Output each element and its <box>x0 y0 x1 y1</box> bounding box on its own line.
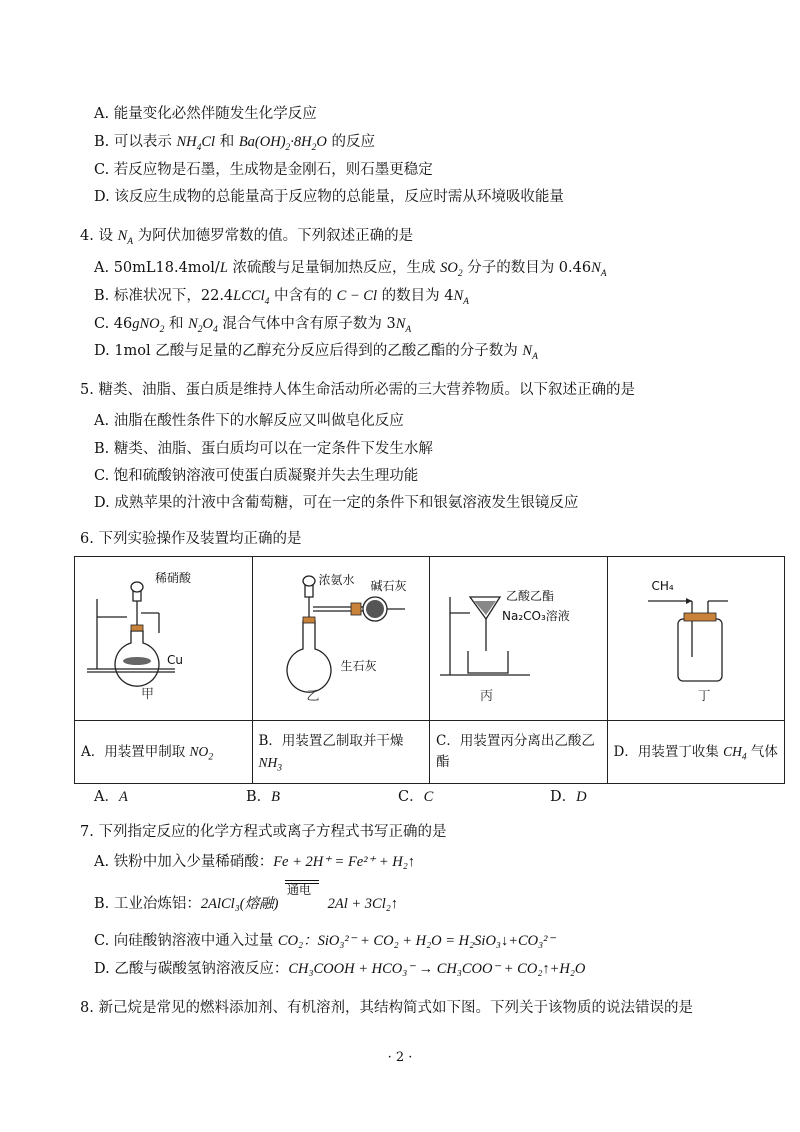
label-cu: Cu <box>167 653 183 667</box>
label-conc-ammonia: 浓氨水 <box>318 573 355 587</box>
q7-stem: 7. 下列指定反应的化学方程式或离子方程式书写正确的是 <box>80 824 447 840</box>
q7-option-b: B. 工业冶炼铝：2AlCl₃(熔融) 通电 2Al + 3Cl₂↑ <box>94 894 398 914</box>
page-number: · 2 · <box>387 1050 413 1065</box>
q6-answer-b: B．B <box>246 789 281 805</box>
q7-option-c: C. 向硅酸钠溶液中通入过量 CO₂：SiO₃²⁻ + CO₂ + H₂O = H₂SiO₃↓+CO₃²⁻ <box>94 933 556 949</box>
q6-apparatus-table <box>74 556 785 784</box>
q3-option-c: C. 若反应物是石墨，生成物是金刚石，则石墨更稳定 <box>94 162 433 178</box>
electrolysis-condition <box>283 883 323 914</box>
q6-stem: 6. 下列实验操作及装置均正确的是 <box>80 531 302 547</box>
condition-label: 通电 <box>287 883 312 897</box>
label-ethyl-acetate: 乙酸乙酯 <box>506 589 555 603</box>
fig-name-bing: 丙 <box>480 689 494 704</box>
q5-option-b: B. 糖类、油脂、蛋白质均可以在一定条件下发生水解 <box>94 441 433 457</box>
q5-stem: 5. 糖类、油脂、蛋白质是维持人体生命活动所必需的三大营养物质。以下叙述正确的是 <box>80 382 635 398</box>
label-quicklime: 生石灰 <box>340 659 377 673</box>
caption-d: D．用装置丁收集 $CH_4$ 气体 <box>607 721 785 784</box>
q4-option-c: C. 46gNO$_2$ 和 $N_2O_4$ 混合气体中含有原子数为 $3N_A$ <box>94 316 412 335</box>
apparatus-bing-figure <box>430 557 580 720</box>
q7-option-a: A. 铁粉中加入少量稀硝酸：Fe + 2H⁺ = Fe²⁺ + H₂↑ <box>94 854 416 870</box>
fig-name-yi: 乙 <box>306 689 320 704</box>
q6-answer-d: D．D <box>550 789 587 805</box>
q4-option-d: D. 1mol 乙酸与足量的乙醇充分反应后得到的乙酸乙酯的分子数为 $N_A$ <box>94 343 538 362</box>
q6-answer-a: A．A <box>94 789 128 805</box>
fig-name-ding: 丁 <box>697 689 711 704</box>
fig-cell-yi <box>252 557 430 721</box>
label-dilute-nitric-acid: 稀硝酸 <box>155 571 192 585</box>
fig-name-jia: 甲 <box>141 687 155 702</box>
label-soda-lime: 碱石灰 <box>370 579 407 593</box>
q6-answer-c: C．C <box>398 789 434 805</box>
caption-c: C．用装置丙分离出乙酸乙酯 <box>430 721 608 784</box>
q3-option-b: B. 可以表示 $NH_4Cl$ 和 $Ba(OH)_2\cdot 8H_2O$ 的反应 <box>94 134 375 153</box>
q3-option-d: D. 该反应生成物的总能量高于反应物的总能量，反应时需从环境吸收能量 <box>94 189 564 205</box>
q7-option-d: D. 乙酸与碳酸氢钠溶液反应：CH₃COOH + HCO₃⁻ → CH₃COO⁻ + CO₂↑+H₂O <box>94 961 586 977</box>
caption-a: A．用装置甲制取 $NO_2$ <box>75 721 253 784</box>
fig-cell-jia <box>75 557 253 721</box>
q3-option-a: A. 能量变化必然伴随发生化学反应 <box>94 106 317 122</box>
label-na2co3-solution: Na₂CO₃溶液 <box>502 609 570 623</box>
q8-stem: 8. 新己烷是常见的燃料添加剂、有机溶剂，其结构简式如下图。下列关于该物质的说法错误的是 <box>80 1000 693 1016</box>
q4-option-b: B. 标准状况下，22.4LCCl$_4$ 中含有的 C − Cl 的数目为 $4N_A$ <box>94 288 469 307</box>
q5-option-a: A. 油脂在酸性条件下的水解反应又叫做皂化反应 <box>94 413 404 429</box>
label-ch4: CH₄ <box>651 579 674 593</box>
q5-option-c: C. 饱和硫酸钠溶液可使蛋白质凝聚并失去生理功能 <box>94 468 419 484</box>
fig-cell-ding <box>607 557 785 721</box>
caption-b: B．用装置乙制取并干燥 $NH_3$ <box>252 721 430 784</box>
q5-option-d: D. 成熟苹果的汁液中含葡萄糖，可在一定的条件下和银氨溶液发生银镜反应 <box>94 495 579 511</box>
fig-cell-bing <box>430 557 608 721</box>
q4-option-a: A. 50mL18.4mol/L 浓硫酸与足量铜加热反应，生成 $SO_2$ 分子的数目为 $0.46N_A$ <box>94 260 607 279</box>
q4-stem: 4. 设 $N_A$ 为阿伏加德罗常数的值。下列叙述正确的是 <box>80 228 414 247</box>
